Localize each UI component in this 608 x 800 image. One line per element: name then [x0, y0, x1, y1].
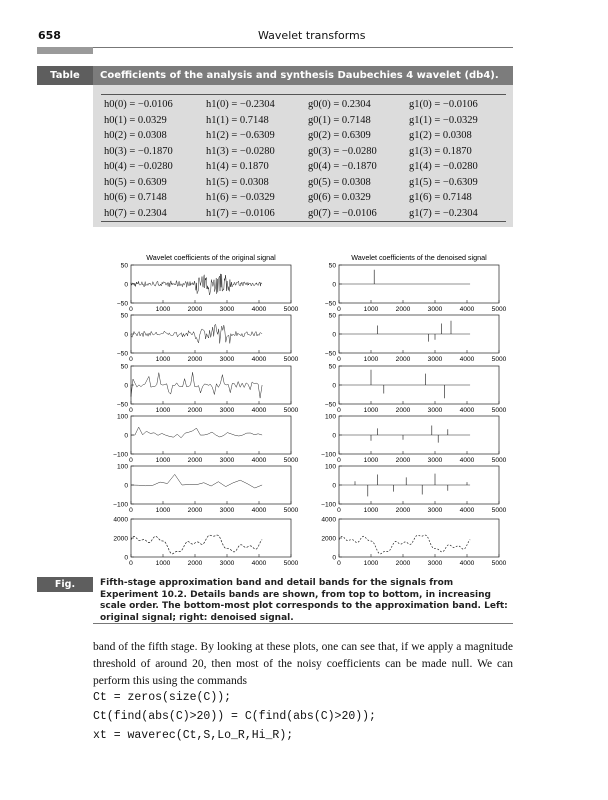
x-tick-label: 3000: [219, 507, 235, 514]
x-tick-label: 0: [337, 306, 341, 313]
x-tick-label: 4000: [459, 407, 475, 414]
y-tick-label: 50: [328, 363, 336, 371]
table-cell: h0(6) = 0.7148: [104, 192, 167, 203]
table-cell: h0(7) = 0.2304: [104, 207, 167, 219]
x-tick-label: 2000: [395, 356, 411, 363]
x-tick-label: 2000: [395, 407, 411, 414]
table-cell: h0(1) = 0.0329: [104, 114, 167, 126]
table-cell: h1(6) = −0.0329: [206, 192, 275, 203]
y-tick-label: 0: [124, 331, 128, 339]
x-tick-label: 3000: [427, 407, 443, 414]
table-cell: g1(5) = −0.6309: [409, 176, 478, 188]
x-tick-label: 4000: [459, 457, 475, 464]
y-tick-label: 0: [124, 281, 128, 289]
x-tick-label: 4000: [459, 306, 475, 313]
table-label: Table 10.3.: [37, 66, 93, 85]
x-tick-label: 2000: [187, 507, 203, 514]
table-cell: h1(7) = −0.0106: [206, 207, 275, 219]
y-tick-label: 0: [332, 331, 336, 339]
x-tick-label: 1000: [363, 407, 379, 414]
y-tick-label: 50: [120, 262, 128, 270]
y-tick-label: −100: [321, 501, 336, 509]
x-tick-label: 0: [129, 356, 133, 363]
table-cell: h1(5) = 0.0308: [206, 176, 269, 188]
panel-column-title: Wavelet coefficients of the original signal: [146, 253, 276, 262]
x-tick-label: 0: [337, 407, 341, 414]
x-tick-label: 5000: [491, 407, 507, 414]
x-tick-label: 1000: [155, 560, 171, 567]
y-tick-label: 4000: [321, 516, 336, 524]
code-line: Ct(find(abs(C)>20)) = C(find(abs(C)>20));: [93, 710, 376, 723]
x-tick-label: 2000: [187, 457, 203, 464]
x-tick-label: 3000: [427, 356, 443, 363]
x-tick-label: 5000: [283, 560, 299, 567]
x-tick-label: 0: [129, 457, 133, 464]
y-tick-label: −100: [113, 501, 128, 509]
y-tick-label: −50: [116, 300, 128, 308]
table-cell: h1(3) = −0.0280: [206, 145, 275, 157]
table-cell: h1(0) = −0.2304: [206, 99, 275, 110]
x-tick-label: 4000: [251, 560, 267, 567]
table-cell: g0(2) = 0.6309: [308, 130, 371, 141]
y-tick-label: 100: [324, 413, 336, 421]
y-tick-label: −100: [321, 451, 336, 459]
plot-frame: [131, 416, 291, 454]
table-cell: g0(4) = −0.1870: [308, 161, 377, 172]
y-tick-label: −50: [116, 350, 128, 358]
code-line: xt = waverec(Ct,S,Lo_R,Hi_R);: [93, 729, 294, 742]
table-cell: h1(2) = −0.6309: [206, 130, 275, 141]
x-tick-label: 5000: [283, 507, 299, 514]
x-tick-label: 3000: [219, 356, 235, 363]
table-cell: h0(0) = −0.0106: [104, 99, 173, 110]
x-tick-label: 5000: [491, 457, 507, 464]
x-tick-label: 1000: [363, 560, 379, 567]
running-title: Wavelet transforms: [258, 29, 366, 42]
x-tick-label: 3000: [427, 457, 443, 464]
y-tick-label: −50: [324, 401, 336, 409]
plot-frame: [339, 519, 499, 557]
table-cell: h0(5) = 0.6309: [104, 176, 167, 188]
table-cell: g1(0) = −0.0106: [409, 99, 478, 110]
y-tick-label: −50: [324, 350, 336, 358]
x-tick-label: 3000: [427, 507, 443, 514]
x-tick-label: 5000: [283, 356, 299, 363]
x-tick-label: 0: [337, 560, 341, 567]
y-tick-label: 100: [116, 413, 128, 421]
table-cell: g1(7) = −0.2304: [409, 207, 478, 219]
y-tick-label: 0: [332, 482, 336, 490]
y-tick-label: 0: [332, 281, 336, 289]
x-tick-label: 1000: [155, 457, 171, 464]
x-tick-label: 3000: [219, 306, 235, 313]
y-tick-label: −50: [324, 300, 336, 308]
x-tick-label: 5000: [491, 306, 507, 313]
y-tick-label: 0: [332, 554, 336, 562]
table-cell: g0(6) = 0.0329: [308, 192, 371, 203]
y-tick-label: 4000: [113, 516, 128, 524]
x-tick-label: 0: [129, 407, 133, 414]
x-tick-label: 2000: [395, 507, 411, 514]
x-tick-label: 1000: [363, 356, 379, 363]
table-cell: h1(4) = 0.1870: [206, 161, 269, 172]
figure-caption: Fifth-stage approximation band and detail bands for the signals from Experiment 10.2. Details bands are shown, from top to bottom, in increasing scale order. The bottom-most plot corresponds to the approximation band. Left: original signal; right: denoised signal.: [100, 578, 508, 623]
body-paragraph: band of the fifth stage. By looking at these plots, one can see that, if we apply a magnitude threshold of around 20, then most of the noisy coefficients can be made null. We can perform this using the commands: [93, 641, 513, 687]
y-tick-label: 0: [124, 482, 128, 490]
y-tick-label: 0: [332, 432, 336, 440]
y-tick-label: 100: [116, 463, 128, 471]
x-tick-label: 5000: [283, 407, 299, 414]
x-tick-label: 4000: [251, 457, 267, 464]
x-tick-label: 5000: [491, 560, 507, 567]
table-cell: h1(1) = 0.7148: [206, 114, 269, 126]
table-cell: h0(2) = 0.0308: [104, 130, 167, 141]
plot-frame: [131, 466, 291, 504]
x-tick-label: 1000: [155, 507, 171, 514]
x-tick-label: 5000: [491, 507, 507, 514]
table-title: Coefficients of the analysis and synthesis Daubechies 4 wavelet (db4).: [100, 70, 499, 81]
panel-column-title: Wavelet coefficients of the denoised signal: [351, 253, 487, 262]
x-tick-label: 2000: [395, 560, 411, 567]
x-tick-label: 1000: [363, 306, 379, 313]
figure-label: Fig. 10.35.: [37, 577, 93, 592]
plot-frame: [131, 519, 291, 557]
x-tick-label: 5000: [283, 306, 299, 313]
x-tick-label: 4000: [459, 356, 475, 363]
x-tick-label: 3000: [427, 560, 443, 567]
code-line: Ct = zeros(size(C));: [93, 691, 232, 704]
y-tick-label: 2000: [113, 535, 128, 543]
y-tick-label: 0: [332, 382, 336, 390]
x-tick-label: 0: [129, 306, 133, 313]
table-cell: g1(1) = −0.0329: [409, 114, 478, 126]
x-tick-label: 4000: [251, 356, 267, 363]
x-tick-label: 0: [337, 356, 341, 363]
y-tick-label: −100: [113, 451, 128, 459]
table-cell: h0(3) = −0.1870: [104, 145, 173, 157]
y-tick-label: 2000: [321, 535, 336, 543]
x-tick-label: 3000: [219, 407, 235, 414]
table-cell: g0(0) = 0.2304: [308, 99, 371, 110]
table-cell: g1(3) = 0.1870: [409, 145, 472, 157]
x-tick-label: 4000: [251, 306, 267, 313]
x-tick-label: 4000: [251, 507, 267, 514]
x-tick-label: 2000: [395, 457, 411, 464]
y-tick-label: 50: [328, 262, 336, 270]
x-tick-label: 2000: [187, 407, 203, 414]
x-tick-label: 1000: [363, 507, 379, 514]
x-tick-label: 0: [337, 507, 341, 514]
y-tick-label: 0: [124, 554, 128, 562]
y-tick-label: 0: [124, 382, 128, 390]
x-tick-label: 2000: [187, 306, 203, 313]
y-tick-label: 0: [124, 432, 128, 440]
x-tick-label: 2000: [187, 356, 203, 363]
x-tick-label: 4000: [251, 407, 267, 414]
x-tick-label: 1000: [155, 356, 171, 363]
y-tick-label: 50: [120, 312, 128, 320]
y-tick-label: 50: [328, 312, 336, 320]
x-tick-label: 0: [337, 457, 341, 464]
table-cell: g0(3) = −0.0280: [308, 145, 377, 157]
y-tick-label: −50: [116, 401, 128, 409]
x-tick-label: 2000: [395, 306, 411, 313]
x-tick-label: 3000: [427, 306, 443, 313]
x-tick-label: 4000: [459, 507, 475, 514]
x-tick-label: 3000: [219, 457, 235, 464]
x-tick-label: 0: [129, 507, 133, 514]
x-tick-label: 2000: [187, 560, 203, 567]
y-tick-label: 50: [120, 363, 128, 371]
table-cell: g0(7) = −0.0106: [308, 207, 377, 219]
x-tick-label: 5000: [283, 457, 299, 464]
table-cell: h0(4) = −0.0280: [104, 161, 173, 172]
table-cell: g0(5) = 0.0308: [308, 176, 371, 188]
x-tick-label: 0: [129, 560, 133, 567]
figure-rule: [93, 623, 513, 624]
table-cell: g1(4) = −0.0280: [409, 161, 478, 172]
x-tick-label: 1000: [155, 306, 171, 313]
x-tick-label: 3000: [219, 560, 235, 567]
x-tick-label: 4000: [459, 560, 475, 567]
table-cell: g1(2) = 0.0308: [409, 130, 472, 141]
page-number: 658: [38, 29, 61, 42]
x-tick-label: 1000: [363, 457, 379, 464]
y-tick-label: 100: [324, 463, 336, 471]
x-tick-label: 1000: [155, 407, 171, 414]
table-cell: g1(6) = 0.7148: [409, 192, 472, 203]
x-tick-label: 5000: [491, 356, 507, 363]
table-cell: g0(1) = 0.7148: [308, 114, 371, 126]
